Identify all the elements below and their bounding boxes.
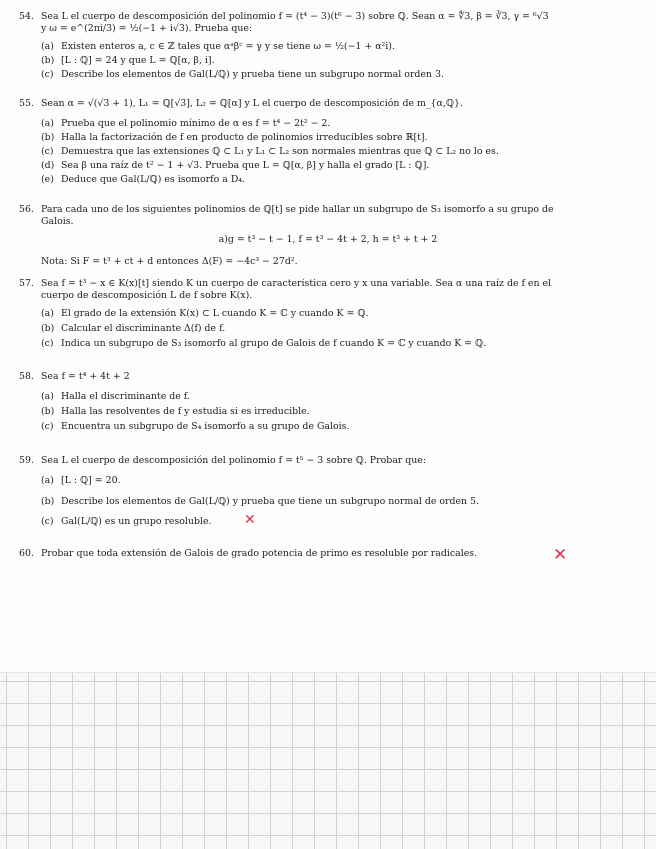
problem-60 bbox=[19, 548, 477, 560]
note: Nota: Si F = t³ + ct + d entonces Δ(F) = −4c³ − 27d². bbox=[41, 256, 298, 267]
item-label: (b) bbox=[41, 132, 55, 143]
problem-statement: Probar que toda extensión de Galois de grado potencia de primo es resoluble por radicales. bbox=[41, 548, 478, 559]
problem-statement: Sea L el cuerpo de descomposición del polinomio f = (t⁴ − 3)(t⁶ − 3) sobre ℚ. Sean α = ∜3, β = ∛3, γ = ⁶√3 bbox=[41, 11, 549, 22]
list-item bbox=[41, 496, 479, 508]
item-label: (b) bbox=[41, 406, 55, 417]
problem-statement: Para cada uno de los siguientes polinomios de ℚ[t] se pide hallar un subgrupo de S₃ isomorfo a su grupo de bbox=[41, 204, 554, 215]
list-item bbox=[41, 391, 190, 403]
item-label: (c) bbox=[41, 516, 54, 527]
list-item bbox=[41, 421, 349, 433]
item-text: Halla la factorización de f en producto de polinomios irreducibles sobre ℝ[t]. bbox=[60, 132, 428, 143]
problem-number: 58. bbox=[19, 371, 34, 382]
item-text: Encuentra un subgrupo de S₄ isomorfo a su grupo de Galois. bbox=[60, 421, 350, 432]
item-label: (e) bbox=[41, 174, 54, 185]
list-item bbox=[41, 69, 444, 81]
item-text: Halla las resolventes de f y estudia si es irreducible. bbox=[60, 406, 310, 417]
problem-59 bbox=[19, 455, 426, 467]
item-text: Describe los elementos de Gal(L/ℚ) y prueba que tiene un subgrupo normal de orden 5. bbox=[60, 496, 479, 507]
list-item bbox=[41, 41, 395, 53]
item-text: Prueba que el polinomio mínimo de α es f = t⁴ − 2t² − 2. bbox=[60, 118, 331, 129]
problem-statement-cont: cuerpo de descomposición L de f sobre K(x). bbox=[41, 290, 253, 301]
list-item bbox=[41, 174, 245, 186]
item-text: El grado de la extensión K(x) ⊂ L cuando K = ℂ y cuando K = ℚ. bbox=[60, 308, 369, 319]
item-label: (b) bbox=[41, 55, 55, 66]
item-text: Demuestra que las extensiones ℚ ⊂ L₁ y L₁ ⊂ L₂ son normales mientras que ℚ ⊂ L₂ no lo es. bbox=[60, 146, 499, 157]
list-item bbox=[41, 55, 215, 67]
item-text: [L : ℚ] = 24 y que L = ℚ[α, β, i]. bbox=[60, 55, 215, 66]
list-item bbox=[41, 516, 212, 528]
item-text: Deduce que Gal(L/ℚ) es isomorfo a D₄. bbox=[60, 174, 246, 185]
problem-statement-cont: Galois. bbox=[41, 216, 74, 227]
red-cross-mark-icon: ✕ bbox=[553, 545, 568, 565]
item-label: (c) bbox=[41, 146, 54, 157]
polynomial-list: a)g = t³ − t − 1, f = t³ − 4t + 2, h = t³ + t + 2 bbox=[218, 234, 438, 245]
problem-number: 56. bbox=[19, 204, 34, 215]
problem-statement: Sea f = t³ − x ∈ K(x)[t] siendo K un cuerpo de característica cero y x una variable. Sea α una raíz de f en el bbox=[41, 278, 552, 289]
item-label: (b) bbox=[41, 496, 55, 507]
item-label: (a) bbox=[41, 41, 54, 52]
item-text: [L : ℚ] = 20. bbox=[60, 475, 121, 486]
list-item bbox=[41, 132, 428, 144]
item-text: Sea β una raíz de t² − 1 + √3. Prueba que L = ℚ[α, β] y halla el grado [L : ℚ]. bbox=[60, 160, 430, 171]
problem-57 bbox=[19, 278, 551, 290]
problem-number: 59. bbox=[19, 455, 34, 466]
problem-number: 55. bbox=[19, 98, 34, 109]
item-label: (c) bbox=[41, 338, 54, 349]
list-item bbox=[41, 160, 429, 172]
list-item bbox=[41, 118, 330, 130]
item-label: (a) bbox=[41, 475, 54, 486]
item-text: Existen enteros a, c ∈ ℤ tales que αᵃβᶜ = γ y se tiene ω = ½(−1 + α²i). bbox=[60, 41, 395, 52]
problem-56 bbox=[19, 204, 554, 216]
item-label: (a) bbox=[41, 118, 54, 129]
list-item bbox=[41, 323, 225, 335]
problem-statement: Sea L el cuerpo de descomposición del polinomio f = t⁵ − 3 sobre ℚ. Probar que: bbox=[41, 455, 427, 466]
problem-statement: Sea f = t⁴ + 4t + 2 bbox=[41, 371, 130, 382]
problem-statement-cont: y ω = e^(2πi/3) = ½(−1 + i√3). Prueba que: bbox=[41, 23, 253, 34]
list-item bbox=[41, 146, 499, 158]
problem-55 bbox=[19, 98, 463, 110]
problem-number: 60. bbox=[19, 548, 34, 559]
item-label: (d) bbox=[41, 160, 55, 171]
item-label: (c) bbox=[41, 421, 54, 432]
graph-paper-area bbox=[0, 672, 656, 849]
item-text: Halla el discriminante de f. bbox=[60, 391, 190, 402]
list-item bbox=[41, 308, 368, 320]
item-label: (c) bbox=[41, 69, 54, 80]
item-label: (a) bbox=[41, 308, 54, 319]
problem-number: 57. bbox=[19, 278, 34, 289]
red-cross-mark-icon: ✕ bbox=[244, 512, 256, 528]
problem-54 bbox=[19, 11, 549, 23]
problem-number: 54. bbox=[19, 11, 34, 22]
item-text: Describe los elementos de Gal(L/ℚ) y prueba tiene un subgrupo normal orden 3. bbox=[60, 69, 444, 80]
problem-58 bbox=[19, 371, 130, 383]
item-text: Indica un subgrupo de S₃ isomorfo al grupo de Galois de f cuando K = ℂ y cuando K = ℚ. bbox=[60, 338, 487, 349]
item-label: (b) bbox=[41, 323, 55, 334]
list-item bbox=[41, 338, 486, 350]
item-text: Gal(L/ℚ) es un grupo resoluble. bbox=[60, 516, 212, 527]
item-label: (a) bbox=[41, 391, 54, 402]
item-text: Calcular el discriminante Δ(f) de f. bbox=[60, 323, 226, 334]
problem-statement: Sean α = √(√3 + 1), L₁ = ℚ[√3], L₂ = ℚ[α] y L el cuerpo de descomposición de m_{α,ℚ}. bbox=[41, 98, 463, 109]
list-item bbox=[41, 475, 121, 487]
list-item bbox=[41, 406, 310, 418]
